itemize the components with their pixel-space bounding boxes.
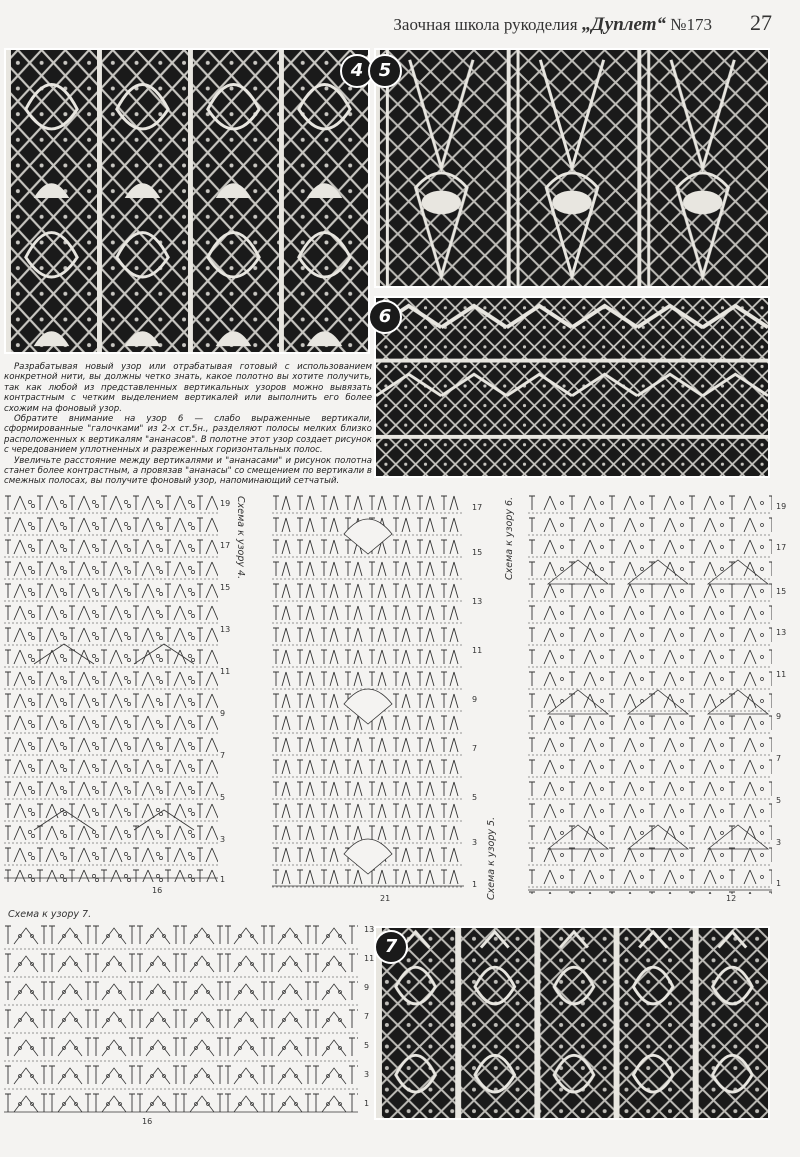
scheme-7-row-1: 1 (364, 1099, 370, 1108)
scheme-5-row-1: 1 (472, 880, 478, 889)
page-header (0, 0, 800, 44)
scheme-7-row-5: 5 (364, 1041, 370, 1050)
scheme-4-row-11: 11 (220, 667, 231, 676)
article-paragraph-3: Увеличьте расстояние между вертикалями и "ананасами" и рисунок полотна станет более контрастным, а провязав "ананасы" со смещением по вертикали в смежных полосах, вы получите фоновый узор, напоминающий сетчатый. (4, 455, 372, 487)
scheme-7-chart (4, 924, 358, 1116)
scheme-5-row-3: 3 (472, 838, 478, 847)
scheme-6-label: Схема к узору 6. (504, 496, 515, 580)
scheme-4-row-19: 19 (220, 499, 231, 508)
lace-texture-5 (376, 50, 768, 286)
scheme-6-row-3: 3 (776, 838, 782, 847)
scheme-4-row-13: 13 (220, 625, 231, 634)
scheme-5-row-9: 9 (472, 695, 478, 704)
title-prefix: Заочная школа рукоделия (393, 15, 582, 34)
scheme-4-symbols (4, 494, 218, 882)
issue-number: №173 (666, 15, 712, 34)
scheme-4-row-7: 7 (220, 751, 226, 760)
scheme-5-row-5: 5 (472, 793, 478, 802)
article-paragraph-1: Разрабатывая новый узор или отрабатывая готовый с использованием конкретной нити, вы должны четко знать, какое полотно вы хотите получить, так как любой из представленных вертикальных узоров можно вывязать контрастным с четким выделением вертикалей или выполнить его более схожим на фоновый узор. (4, 362, 372, 414)
scheme-4-row-15: 15 (220, 583, 231, 592)
badge-5: 5 (368, 54, 402, 88)
scheme-6-row-9: 9 (776, 712, 782, 721)
scheme-7-row-11: 11 (364, 954, 375, 963)
scheme-5-row-13: 13 (472, 597, 483, 606)
photo-pattern-5 (374, 48, 770, 288)
scheme-5-row-15: 15 (472, 548, 483, 557)
scheme-4-row-3: 3 (220, 835, 226, 844)
scheme-5-row-11: 11 (472, 646, 483, 655)
lace-texture-6 (376, 298, 768, 476)
scheme-5-row-7: 7 (472, 744, 478, 753)
article-paragraph-2: Обратите внимание на узор 6 — слабо выраженные вертикали, сформированные "галочками" из 2-х ст.5н., разделяют полосы мелких близко расположенных к вертикалям "ананасов". В полотне этот узор создает рисунок с чередованием уплотненных и разреженных горизонтальных полос. (4, 414, 372, 456)
scheme-5-row-17: 17 (472, 503, 483, 512)
scheme-4-repeat: 16 (152, 886, 163, 895)
photo-pattern-7 (374, 926, 770, 1120)
scheme-6-row-5: 5 (776, 796, 782, 805)
scheme-6-row-11: 11 (776, 670, 787, 679)
page-number: 27 (750, 10, 772, 35)
scheme-7-row-9: 9 (364, 983, 370, 992)
scheme-6-row-17: 17 (776, 543, 787, 552)
badge-4: 4 (340, 54, 374, 88)
lace-texture-7 (376, 928, 768, 1118)
photo-pattern-4 (4, 48, 370, 354)
scheme-4-row-1: 1 (220, 875, 226, 884)
scheme-4-label: Схема к узору 4. (235, 496, 246, 580)
scheme-5-repeat: 21 (380, 894, 391, 903)
scheme-7-symbols (4, 924, 358, 1116)
badge-6: 6 (368, 300, 402, 334)
photo-pattern-6 (374, 296, 770, 478)
scheme-4-chart (4, 494, 218, 882)
scheme-5-label: Схема к узору 5. (486, 816, 497, 900)
scheme-6-chart (528, 494, 772, 894)
scheme-7-row-7: 7 (364, 1012, 370, 1021)
scheme-4-row-5: 5 (220, 793, 226, 802)
scheme-6-row-1: 1 (776, 879, 782, 888)
scheme-5-symbols (272, 494, 464, 890)
magazine-title (393, 14, 712, 36)
scheme-7-row-3: 3 (364, 1070, 370, 1079)
scheme-6-repeat: 12 (726, 894, 737, 903)
scheme-7-repeat: 16 (142, 1117, 153, 1126)
scheme-5-chart (272, 494, 464, 890)
scheme-6-row-15: 15 (776, 587, 787, 596)
badge-7: 7 (374, 930, 408, 964)
scheme-7-label: Схема к узору 7. (8, 909, 92, 920)
scheme-4-row-9: 9 (220, 709, 226, 718)
scheme-6-row-19: 19 (776, 502, 787, 511)
scheme-6-symbols (528, 494, 772, 894)
scheme-6-row-13: 13 (776, 628, 787, 637)
scheme-4-row-17: 17 (220, 541, 231, 550)
scheme-7-row-13: 13 (364, 925, 375, 934)
brand-name: „Дуплет“ (581, 14, 667, 35)
article-text (4, 362, 372, 487)
lace-texture-4 (6, 50, 368, 352)
scheme-6-row-7: 7 (776, 754, 782, 763)
